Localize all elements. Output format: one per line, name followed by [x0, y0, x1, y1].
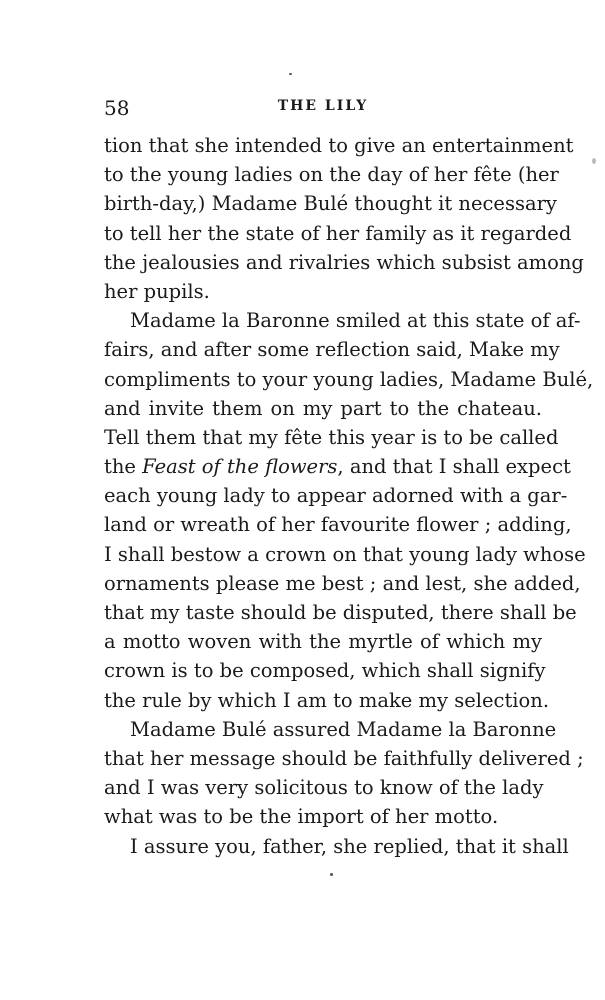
text-line: the rule by which I am to make my selection.: [104, 688, 550, 712]
italic-title: Feast of the flowers: [142, 455, 338, 479]
page-header: [104, 96, 542, 120]
body-text: [104, 131, 594, 861]
text-line-with-italic: [104, 452, 571, 481]
text-line: compliments to your young ladies, Madame Bulé,: [104, 367, 594, 391]
text-segment: , and that I shall expect: [337, 455, 571, 479]
text-line: and invite them on my part to the chateau.: [104, 396, 542, 420]
text-line: to the young ladies on the day of her fête (her: [104, 163, 559, 187]
text-line: what was to be the import of her motto.: [104, 805, 499, 829]
text-line: her pupils.: [104, 279, 210, 303]
text-segment: the: [104, 455, 143, 479]
text-line: fairs, and after some reflection said, Make my: [104, 338, 560, 362]
text-line: tion that she intended to give an entertainment: [104, 134, 574, 157]
text-line: that her message should be faithfully delivered ;: [104, 746, 584, 770]
text-line: I shall bestow a crown on that young lady whose: [104, 542, 586, 566]
text-line: to tell her the state of her family as it regarded: [104, 221, 572, 245]
text-line: a motto woven with the myrtle of which my: [104, 630, 542, 654]
text-line: that my taste should be disputed, there shall be: [104, 601, 577, 624]
text-line: Tell them that my fête this year is to be called: [104, 425, 559, 449]
paper-speck: [289, 73, 292, 75]
text-line: birth-day,) Madame Bulé thought it necessary: [104, 192, 557, 216]
text-line: crown is to be composed, which shall signify: [104, 659, 546, 683]
text-line: Madame Bulé assured Madame la Baronne: [130, 717, 557, 741]
text-line: Madame la Baronne smiled at this state of af-: [130, 309, 581, 333]
page-number: 58: [104, 96, 130, 120]
text-line: each young lady to appear adorned with a gar-: [104, 484, 568, 508]
text-line: the jealousies and rivalries which subsist among: [104, 250, 584, 274]
text-line: ornaments please me best ; and lest, she added,: [104, 571, 581, 595]
paper-speck: [330, 873, 333, 876]
paper-speck: [592, 158, 596, 164]
running-head: THE LILY: [277, 98, 369, 114]
text-line: land or wreath of her favourite flower ; adding,: [104, 513, 572, 537]
text-line: and I was very solicitous to know of the lady: [104, 776, 544, 800]
text-line: I assure you, father, she replied, that it shall: [130, 834, 569, 858]
